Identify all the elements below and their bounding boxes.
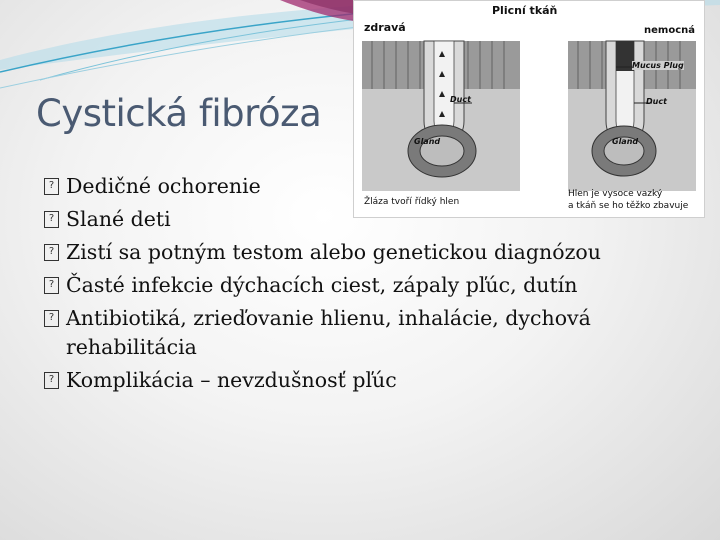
bullet-glyph-icon: ?	[44, 372, 59, 389]
figure-caption-diseased-1: Hlen je vysoce vazký	[568, 189, 663, 199]
bullet-list	[44, 172, 684, 399]
figure-label-diseased: nemocná	[644, 25, 695, 36]
bullet-item	[44, 238, 684, 267]
bullet-text: Komplikácia – nevzdušnosť pľúc	[66, 368, 397, 392]
bullet-text: Antibiotiká, zrieďovanie hlienu, inhalácie, dychová rehabilitácia	[66, 306, 591, 359]
figure-label-healthy: zdravá	[364, 21, 406, 34]
bullet-item	[44, 304, 684, 362]
bullet-text: Zistí sa potným testom alebo genetickou diagnózou	[66, 240, 601, 264]
figure-caption-healthy: Žláza tvoří řídký hlen	[364, 197, 460, 207]
bullet-glyph-icon: ?	[44, 277, 59, 294]
bullet-item	[44, 271, 684, 300]
figure-label-duct-right: Duct	[646, 97, 667, 106]
figure-label-duct-left: Duct	[450, 95, 471, 104]
bullet-text: Časté infekcie dýchacích ciest, zápaly pľúc, dutín	[66, 273, 578, 297]
figure-caption-diseased-2: a tkáň se ho těžko zbavuje	[568, 201, 689, 211]
bullet-text: Dedičné ochorenie	[66, 174, 261, 198]
bullet-glyph-icon: ?	[44, 310, 59, 327]
figure-title: Plicní tkáň	[492, 4, 558, 17]
bullet-text: Slané deti	[66, 207, 171, 231]
figure-label-mucus-plug: Mucus Plug	[632, 61, 684, 70]
bullet-glyph-icon: ?	[44, 178, 59, 195]
figure-label-gland-left: Gland	[414, 137, 441, 146]
figure-label-gland-right: Gland	[612, 137, 639, 146]
bullet-glyph-icon: ?	[44, 211, 59, 228]
bullet-item	[44, 205, 684, 234]
slide-title: Cystická fibróza	[36, 92, 322, 135]
bullet-item	[44, 366, 684, 395]
healthy-tissue-panel	[362, 41, 520, 191]
bullet-item	[44, 172, 684, 201]
bullet-glyph-icon: ?	[44, 244, 59, 261]
